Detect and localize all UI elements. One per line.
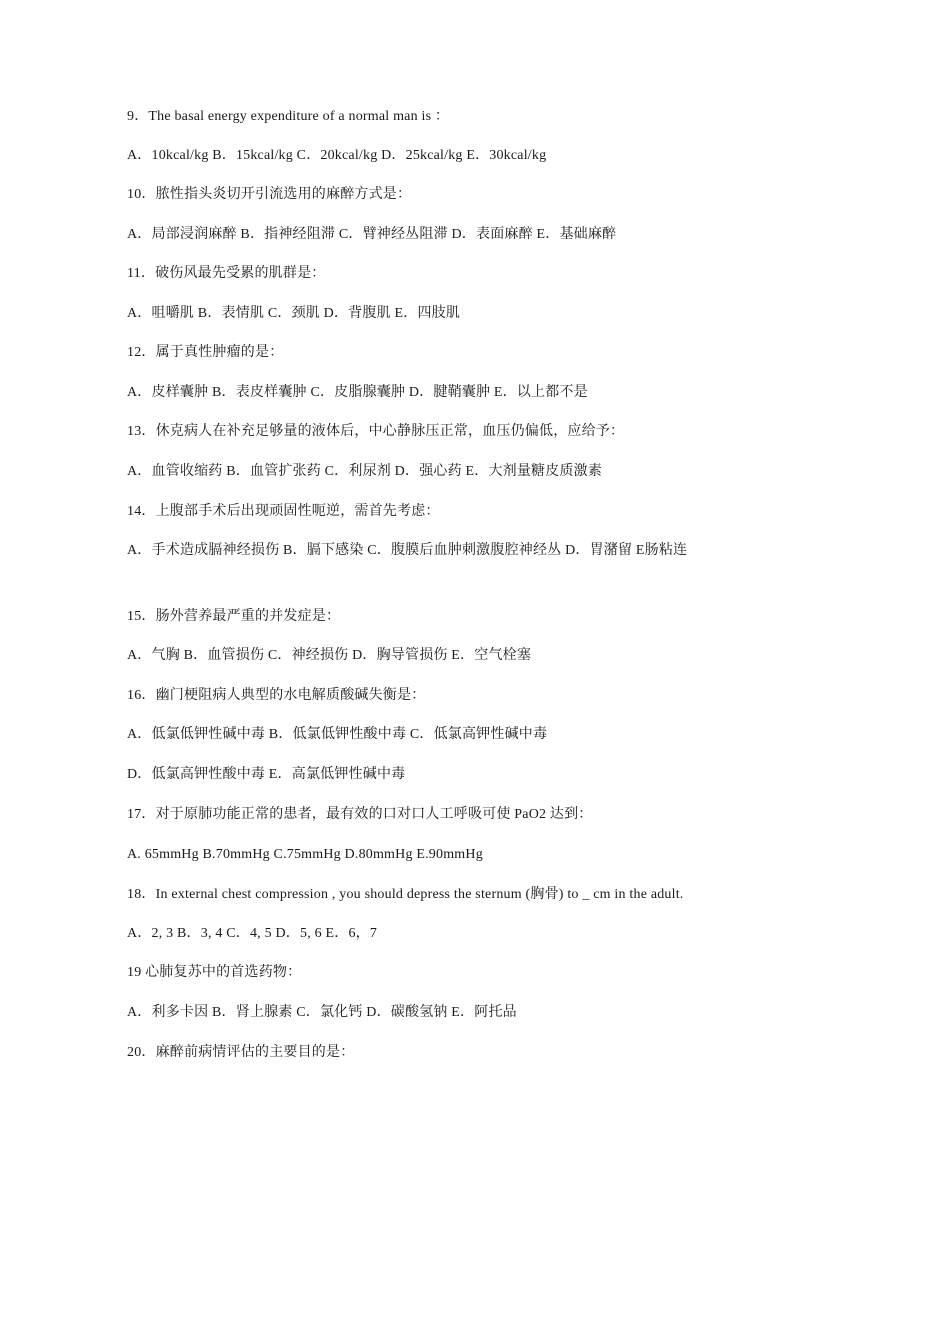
options-13: A．血管收缩药 B．血管扩张药 C．利尿剂 D．强心药 E．大剂量糖皮质激素	[127, 464, 603, 479]
question-9: 9．The basal energy expenditure of a normal man is ：	[127, 109, 450, 124]
options-16-part2: D．低氯高钾性酸中毒 E．高氯低钾性碱中毒	[127, 767, 406, 782]
options-11: A．咀嚼肌 B．表情肌 C．颈肌 D．背腹肌 E．四肢肌	[127, 306, 461, 321]
options-9: A．10kcal/kg B．15kcal/kg C．20kcal/kg D．25kcal/kg E．30kcal/kg	[127, 148, 547, 163]
question-19: 19 心肺复苏中的首选药物：	[127, 965, 302, 980]
question-16: 16．幽门梗阻病人典型的水电解质酸碱失衡是：	[127, 688, 426, 703]
options-19: A．利多卡因 B．肾上腺素 C．氯化钙 D．碳酸氢钠 E．阿托品	[127, 1005, 517, 1020]
options-12: A．皮样囊肿 B．表皮样囊肿 C．皮脂腺囊肿 D．腱鞘囊肿 E．以上都不是	[127, 385, 588, 400]
options-15: A．气胸 B．血管损伤 C．神经损伤 D．胸导管损伤 E．空气栓塞	[127, 648, 532, 663]
options-16-part1: A．低氯低钾性碱中毒 B．低氯低钾性酸中毒 C．低氯高钾性碱中毒	[127, 727, 548, 742]
question-13: 13．休克病人在补充足够量的液体后，中心静脉压正常，血压仍偏低，应给予：	[127, 424, 625, 439]
question-17: 17．对于原肺功能正常的患者，最有效的口对口人工呼吸可使 PaO2 达到：	[127, 807, 593, 822]
question-10: 10．脓性指头炎切开引流选用的麻醉方式是：	[127, 187, 412, 202]
question-12: 12．属于真性肿瘤的是：	[127, 345, 284, 360]
question-18: 18．In external chest compression , you should depress the sternum (胸骨) to _ cm in the adult.	[127, 887, 684, 902]
question-14: 14．上腹部手术后出现顽固性呃逆，需首先考虑：	[127, 504, 440, 519]
question-15: 15．肠外营养最严重的并发症是：	[127, 609, 341, 624]
options-10: A．局部浸润麻醉 B．指神经阻滞 C．臂神经丛阻滞 D．表面麻醉 E．基础麻醉	[127, 227, 617, 242]
options-14: A．手术造成膈神经损伤 B．膈下感染 C．腹膜后血肿刺激腹腔神经丛 D．胃潴留 E肠粘连	[127, 543, 688, 558]
options-17: A. 65mmHg B.70mmHg C.75mmHg D.80mmHg E.90mmHg	[127, 847, 483, 862]
question-20: 20．麻醉前病情评估的主要目的是：	[127, 1045, 355, 1060]
options-18: A．2, 3 B．3, 4 C．4, 5 D．5, 6 E．6，7	[127, 926, 378, 941]
question-11: 11．破伤风最先受累的肌群是：	[127, 266, 326, 281]
